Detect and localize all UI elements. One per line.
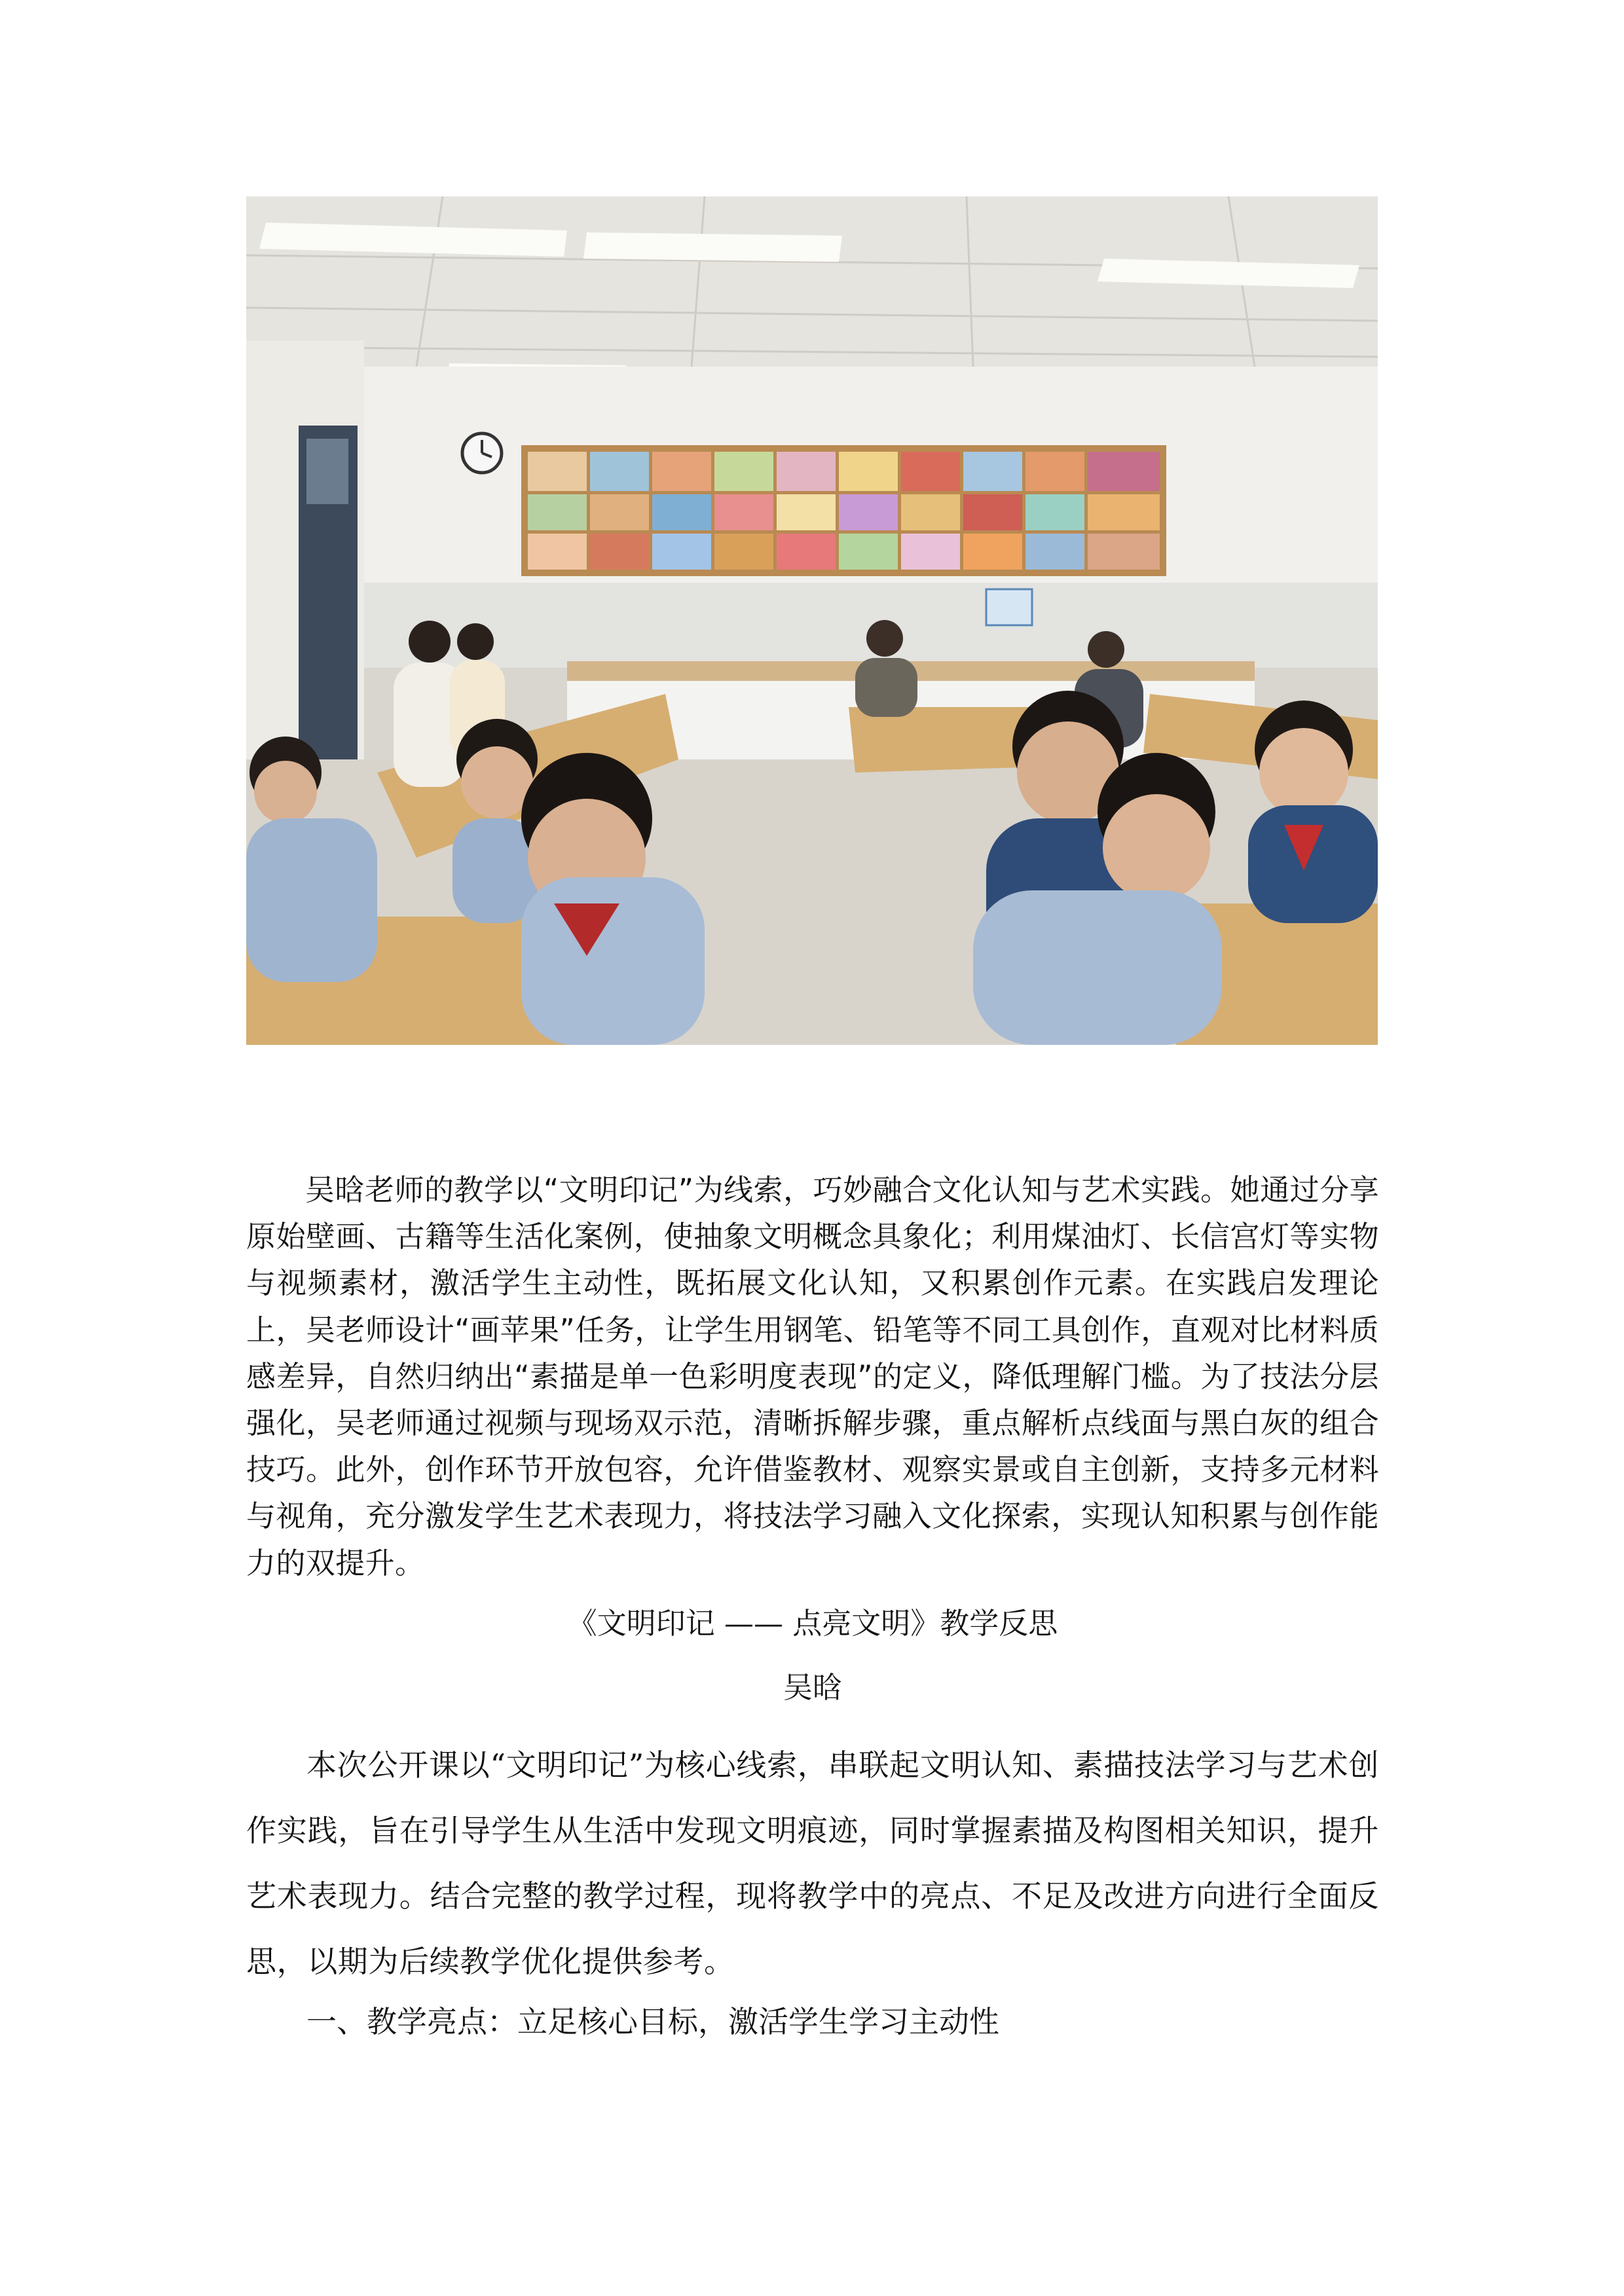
reflection-title: 《文明印记 —— 点亮文明》教学反思 [567, 1606, 1058, 1641]
classroom-photo-illustration [246, 196, 1378, 1045]
section-heading: 一、教学亮点：立足核心目标，激活学生学习主动性 [306, 2004, 999, 2039]
classroom-photo [246, 196, 1378, 1045]
author-name: 吴晗 [783, 1670, 842, 1705]
photo-caption-paragraph: 吴晗老师的教学以“文明印记”为线索，巧妙融合文化认知与艺术实践。她通过分享原始壁画、古籍等生活化案例，使抽象文明概念具象化；利用煤油灯、长信宫灯等实物与视频素材，激活学生主动性，既拓展文化认知，又积累创作元素。在实践启发理论上，吴老师设计“画苹果”任务，让学生用钢笔、铅笔等不同工具创作，直观对比材料质感差异，自然归纳出“素描是单一色彩明度表现”的定义，降低理解门槛。为了技法分层强化，吴老师通过视频与现场双示范，清晰拆解步骤，重点解析点线面与黑白灰的组合技巧。此外，创作环节开放包容，允许借鉴教材、观察实景或自主创新，支持多元材料与视角，充分激发学生艺术表现力，将技法学习融入文化探索，实现认知积累与创作能力的双提升。 [246, 1173, 1379, 1580]
reflection-intro-paragraph: 本次公开课以“文明印记”为核心线索，串联起文明认知、素描技法学习与艺术创作实践，旨在引导学生从生活中发现文明痕迹，同时掌握素描及构图相关知识，提升艺术表现力。结合完整的教学过程，现将教学中的亮点、不足及改进方向进行全面反思，以期为后续教学优化提供参考。 [246, 1747, 1379, 1979]
student-paintings [528, 452, 1160, 570]
